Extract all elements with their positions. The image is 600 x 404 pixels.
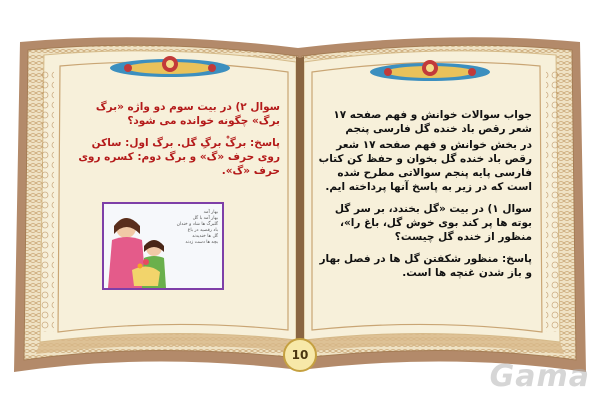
- right-page-text: [318, 108, 532, 288]
- illustration-poem: بهار آمد بهار آمد با گل گلبرگ ها شاد و خندان باد رقصید در باغ گل ها خندیدند بچه ها دست زدند: [176, 210, 218, 245]
- question-1: سوال ۱) در بیت «گل بخندد، بر سر گل بوته ها پر کند بوی خوش گل، باغ را»، منظور از خنده گل چیست؟: [334, 203, 532, 243]
- page-number: 10: [283, 338, 317, 372]
- watermark-logo: Gama: [489, 359, 590, 394]
- illustration: [102, 202, 224, 290]
- left-page-text: [70, 100, 280, 186]
- answer-2: پاسخ: برگْ برگِ گل. برگ اول: ساکن روی حرف «گ» و برگ دوم: کسره روی حرف «گ».: [78, 137, 280, 177]
- intro-body: در بخش خوانش و فهم صفحه ۱۷ شعر رقص باد خنده گل بخوان و حفظ کن کتاب فارسی پایه پنجم سوالاتی مطرح شده است که در زیر به پاسخ آنها پرداخته ایم.: [318, 139, 532, 193]
- intro-title: جواب سوالات خوانش و فهم صفحه ۱۷ شعر رقص باد خنده گل فارسی پنجم: [333, 109, 532, 135]
- question-2: سوال ۲) در بیت سوم دو واژه «برگ برگ» چگونه خوانده می شود؟: [95, 101, 280, 127]
- answer-1: پاسخ: منظور شکفتن گل ها در فصل بهار و باز شدن غنچه ها است.: [319, 253, 532, 279]
